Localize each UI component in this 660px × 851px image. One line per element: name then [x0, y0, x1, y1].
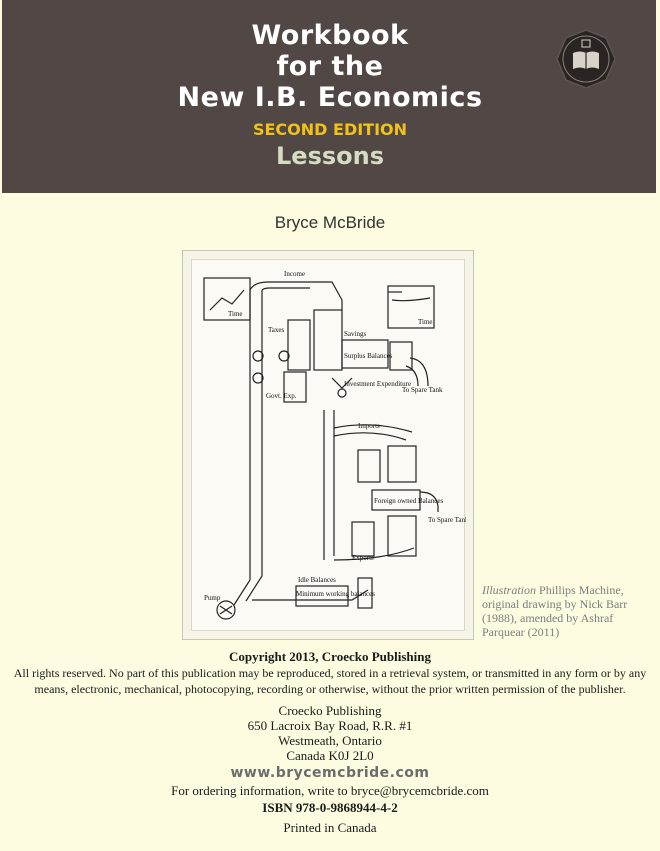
- phillips-machine-diagram: [192, 260, 466, 632]
- label-savings: Savings: [344, 330, 367, 338]
- publisher-city: Westmeath, Ontario: [278, 733, 382, 748]
- label-spare-tank-1: To Spare Tank: [402, 386, 443, 394]
- book-title-line-2: for the: [276, 51, 384, 82]
- isbn: ISBN 978-0-9868944-4-2: [262, 800, 398, 815]
- label-foreign-balances: Foreign owned Balances: [374, 497, 444, 505]
- label-investment: Investment Expenditure: [344, 380, 412, 388]
- book-subtitle: Lessons: [276, 142, 384, 170]
- label-surplus-balances: Surplus Balances: [344, 352, 393, 360]
- label-time-2: Time: [418, 318, 433, 326]
- ordering-info: For ordering information, write to bryce@brycemcbride.com: [171, 783, 489, 798]
- illustration-caption: [482, 583, 652, 639]
- label-imports: Imports: [358, 422, 380, 430]
- edition-label: SECOND EDITION: [252, 120, 408, 139]
- publisher-name: Croecko Publishing: [278, 703, 382, 718]
- author-name: Bryce McBride: [274, 213, 386, 232]
- website-link[interactable]: www.brycemcbride.com: [230, 765, 430, 781]
- label-income: Income: [284, 270, 305, 278]
- rights-notice: All rights reserved. No part of this publication may be reproduced, stored in a retrieval system, or transmitted in any form or by any means, electronic, mechanical, photocopying, recording or otherwise, without the prior written permission of the publisher.: [13, 666, 647, 696]
- printed-in: Printed in Canada: [283, 820, 377, 835]
- label-spare-tank-2: To Spare Tank: [428, 516, 466, 524]
- publisher-street: 650 Lacroix Bay Road, R.R. #1: [247, 718, 413, 733]
- caption-italic: Illustration: [482, 583, 537, 597]
- label-pump: Pump: [204, 594, 221, 602]
- label-time-1: Time: [228, 310, 243, 318]
- publisher-country: Canada K0J 2L0: [286, 748, 374, 763]
- caption-text: Phillips Machine, original drawing by Nick Barr (1988), amended by Ashraf Parquear (2011): [482, 583, 628, 639]
- book-title-line-3: New I.B. Economics: [177, 82, 483, 113]
- copyright-line: Copyright 2013, Croecko Publishing: [228, 649, 431, 664]
- open-book-icon: [556, 29, 616, 89]
- phillips-machine-illustration: [182, 250, 474, 640]
- label-exports: Exports: [352, 554, 374, 562]
- label-govt-exp: Govt. Exp.: [266, 392, 297, 400]
- book-title-line-1: Workbook: [251, 20, 409, 51]
- label-taxes: Taxes: [268, 326, 285, 334]
- label-idle-balances: Idle Balances: [298, 576, 336, 584]
- label-minimum-balances: Minimum working balances: [296, 590, 375, 598]
